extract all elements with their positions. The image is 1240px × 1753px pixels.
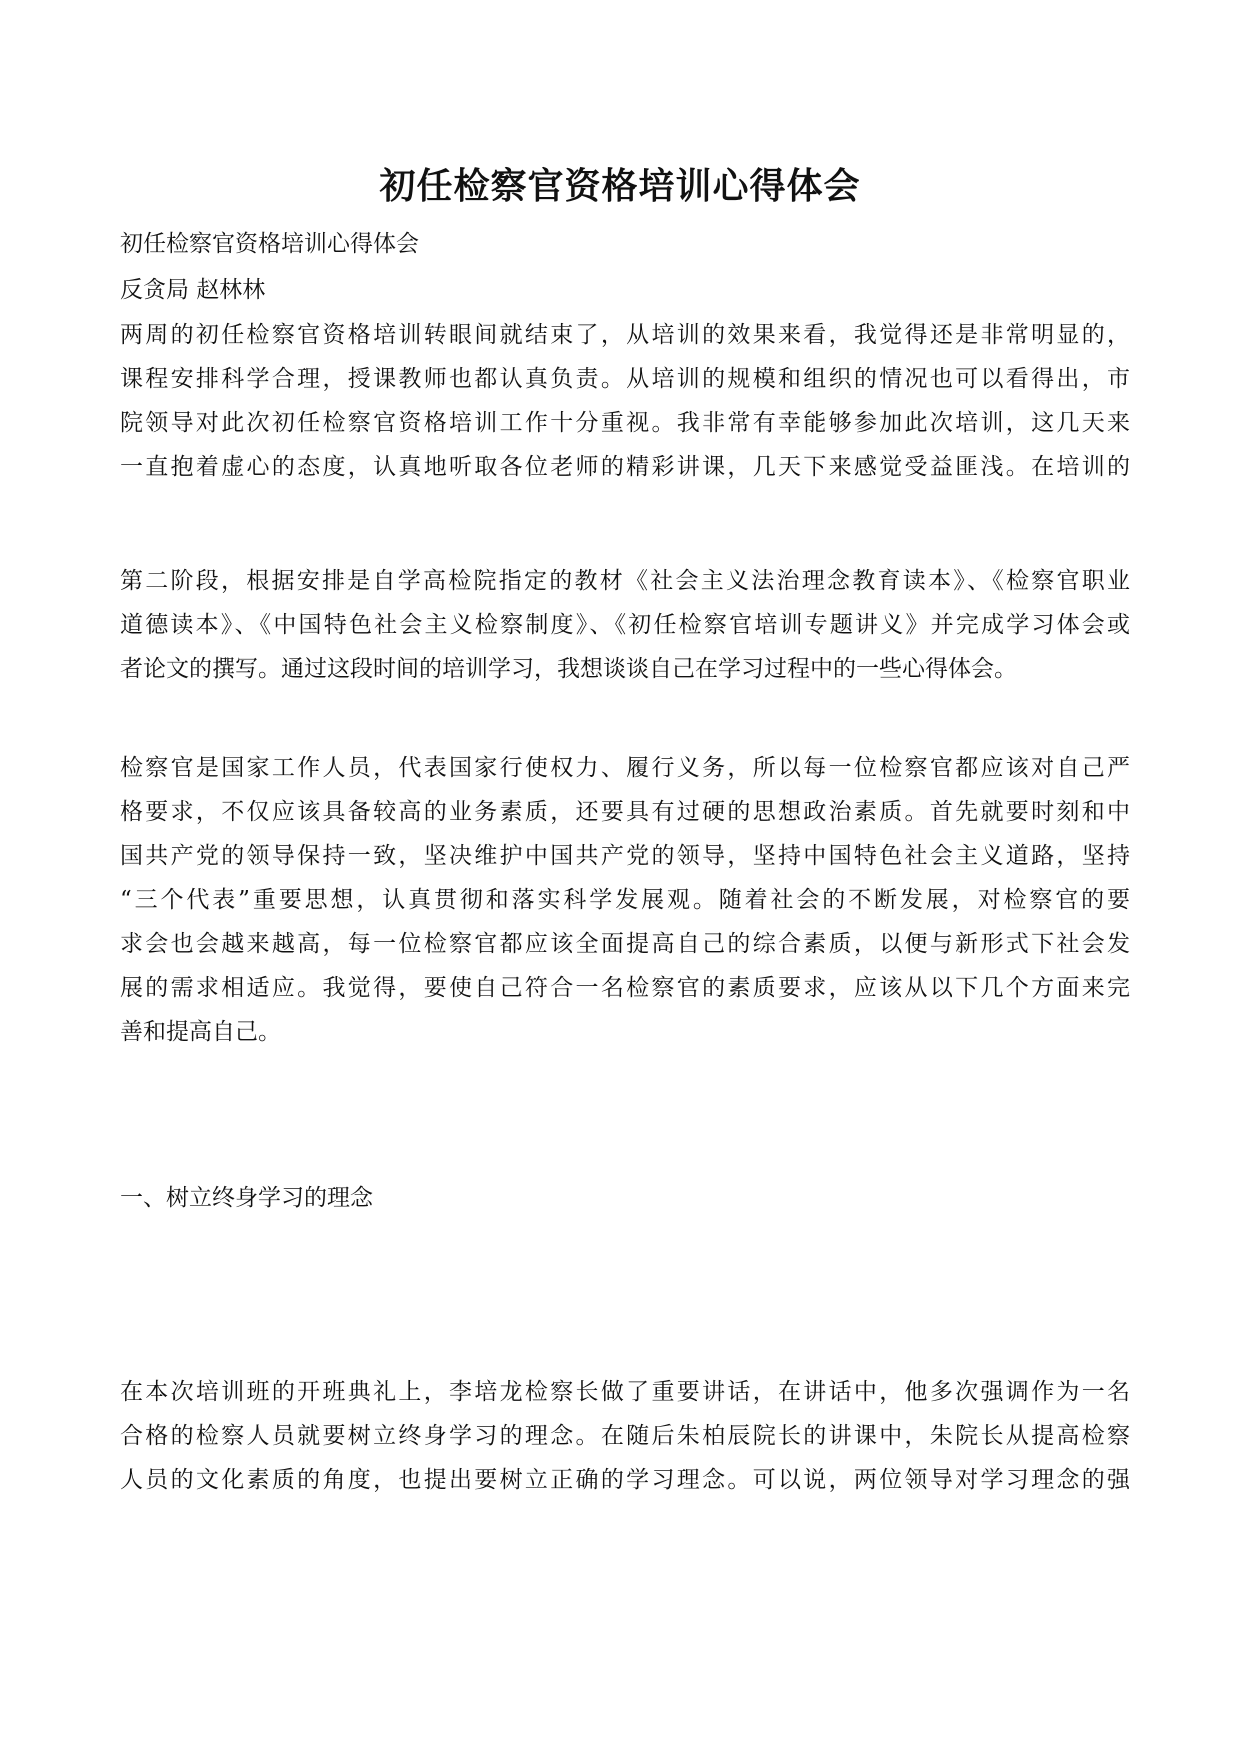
subtitle-line: 初任检察官资格培训心得体会 xyxy=(120,231,419,257)
paragraph1-line: 课程安排科学合理，授课教师也都认真负责。从培训的规模和组织的情况也可以看得出，市 xyxy=(120,366,1130,392)
paragraph3-line: 格要求，不仅应该具备较高的业务素质，还要具有过硬的思想政治素质。首先就要时刻和中 xyxy=(120,799,1130,825)
paragraph3-line: 善和提高自己。 xyxy=(120,1019,281,1045)
paragraph4-line: 在本次培训班的开班典礼上，李培龙检察长做了重要讲话，在讲话中，他多次强调作为一名 xyxy=(120,1379,1130,1405)
paragraph1-line: 一直抱着虚心的态度，认真地听取各位老师的精彩讲课，几天下来感觉受益匪浅。在培训的 xyxy=(120,454,1130,480)
author-line: 反贪局 赵林林 xyxy=(120,277,266,303)
paragraph2-line: 者论文的撰写。通过这段时间的培训学习，我想谈谈自己在学习过程中的一些心得体会。 xyxy=(120,656,1017,682)
paragraph3-line: 国共产党的领导保持一致，坚决维护中国共产党的领导，坚持中国特色社会主义道路，坚持 xyxy=(120,843,1130,869)
paragraph2-line: 道德读本》、《中国特色社会主义检察制度》、《初任检察官培训专题讲义》并完成学习体会或 xyxy=(120,612,1130,638)
paragraph3-line: 展的需求相适应。我觉得，要使自己符合一名检察官的素质要求，应该从以下几个方面来完 xyxy=(120,975,1130,1001)
paragraph4-line: 人员的文化素质的角度，也提出要树立正确的学习理念。可以说，两位领导对学习理念的强 xyxy=(120,1467,1130,1493)
paragraph3-line: 检察官是国家工作人员，代表国家行使权力、履行义务，所以每一位检察官都应该对自己严 xyxy=(120,755,1130,781)
paragraph1-line: 两周的初任检察官资格培训转眼间就结束了，从培训的效果来看，我觉得还是非常明显的， xyxy=(120,322,1130,348)
section-heading: 一、树立终身学习的理念 xyxy=(120,1185,373,1211)
paragraph1-line: 院领导对此次初任检察官资格培训工作十分重视。我非常有幸能够参加此次培训，这几天来 xyxy=(120,410,1130,436)
paragraph3-line: “三个代表”重要思想，认真贯彻和落实科学发展观。随着社会的不断发展，对检察官的要 xyxy=(120,887,1130,913)
document-title: 初任检察官资格培训心得体会 xyxy=(379,165,861,207)
paragraph4-line: 合格的检察人员就要树立终身学习的理念。在随后朱柏辰院长的讲课中，朱院长从提高检察 xyxy=(120,1423,1130,1449)
paragraph2-line: 第二阶段，根据安排是自学高检院指定的教材《社会主义法治理念教育读本》、《检察官职业 xyxy=(120,568,1130,594)
paragraph3-line: 求会也会越来越高，每一位检察官都应该全面提高自己的综合素质，以便与新形式下社会发 xyxy=(120,931,1130,957)
